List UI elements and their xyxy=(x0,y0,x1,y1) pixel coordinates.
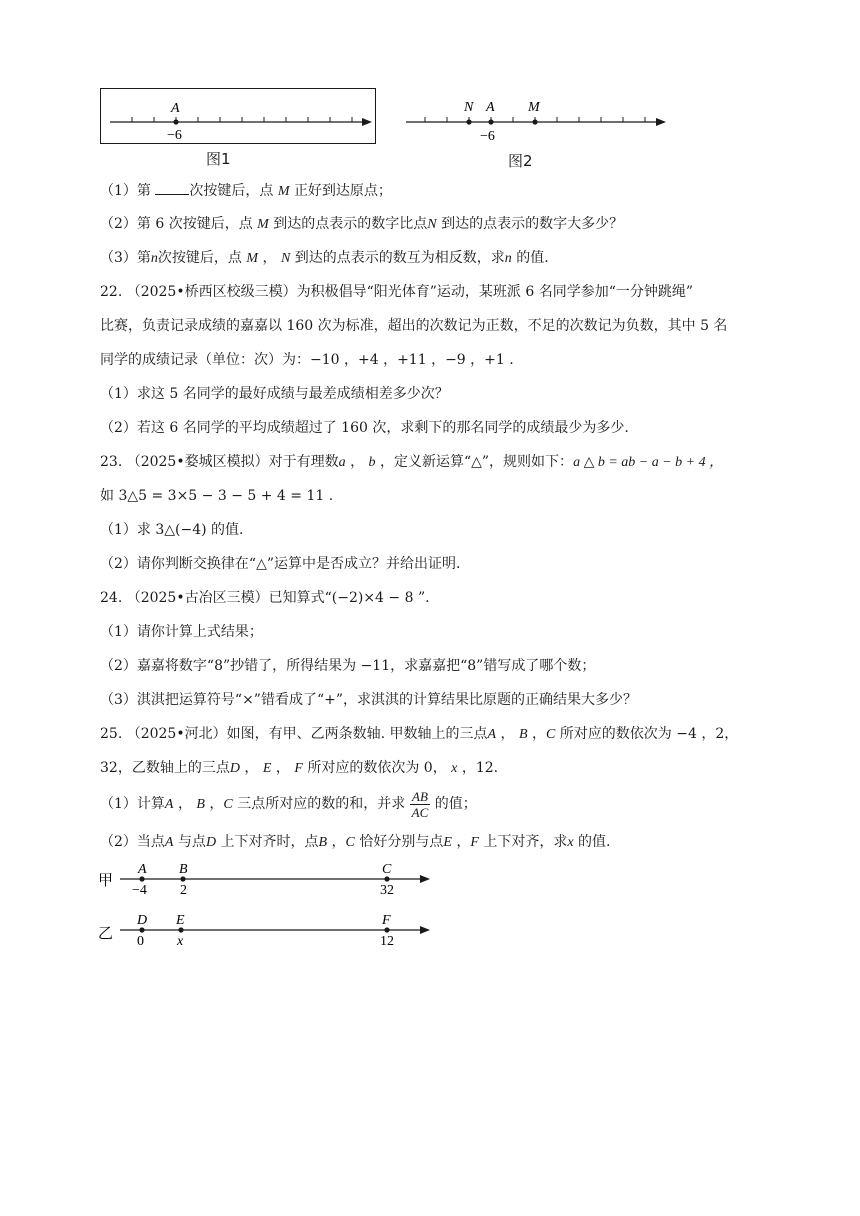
q24-part-2: （2）嘉嘉将数字“8”抄错了，所得结果为 −11，求嘉嘉把“8”错写成了哪个数； xyxy=(100,658,596,674)
q22-stem-line-1: 22. （2025•桥西区校级三模）为积极倡导“阳光体育”运动，某班派 6 名同学参加“一分钟跳绳” xyxy=(100,284,694,300)
point-a-dot xyxy=(488,119,493,124)
point-a-label: A xyxy=(486,100,495,115)
figure-2-caption: 图2 xyxy=(508,152,533,170)
q25-stem-line-2: 32，乙数轴上的三点D ， E ， F 所对应的数依次为 0， x ，12. xyxy=(100,760,499,776)
point-f-dot xyxy=(384,927,389,932)
figure-1-number-line xyxy=(100,88,376,144)
q23-stem-line-1: 23. （2025•婺城区模拟）对于有理数a ， b ，定义新运算“△”，规则如下：a △ b = ab − a − b + 4 ， xyxy=(100,454,724,470)
q25-stem-line-1: 25. （2025•河北）如图，有甲、乙两条数轴. 甲数轴上的三点A ， B ，C 所对应的数依次为 −4 ，2， xyxy=(100,726,739,742)
point-a-label: A xyxy=(138,862,147,877)
q21-part-1: （1）第 次按键后，点 M 正好到达原点； xyxy=(100,180,392,202)
value-12: 12 xyxy=(380,934,394,949)
q24-stem: 24. （2025•古冶区三模）已知算式“(−2)×4 − 8 ”. xyxy=(100,590,430,606)
point-d-label: D xyxy=(137,913,148,928)
q25-part-2: （2）当点A 与点D 上下对齐时，点B ，C 恰好分别与点E ，F 上下对齐，求x 的值. xyxy=(100,834,611,850)
q21-part-2: （2）第 6 次按键后，点 M 到达的点表示的数字比点N 到达的点表示的数字大多少？ xyxy=(100,216,624,232)
q23-part-2: （2）请你判断交换律在“△”运算中是否成立？并给出证明. xyxy=(100,556,461,572)
point-m-label: M xyxy=(528,100,540,115)
point-c-label: C xyxy=(382,862,392,877)
value-2: 2 xyxy=(180,883,187,898)
q24-part-1: （1）请你计算上式结果； xyxy=(100,624,263,640)
q23-part-1: （1）求 3△(−4) 的值. xyxy=(100,522,244,538)
point-a-dot xyxy=(139,876,144,881)
q22-stem-line-2: 比赛，负责记录成绩的嘉嘉以 160 次为标准，超出的次数记为正数，不足的次数记为负数，其中 5 名 xyxy=(100,318,728,334)
point-n-label: N xyxy=(464,100,474,115)
point-c-dot xyxy=(384,876,389,881)
q21-part-3: （3）第n次按键后，点 M ， N 到达的点表示的数互为相反数，求n 的值. xyxy=(100,250,549,266)
value-x: x xyxy=(177,934,184,949)
tick-label-minus-6: −6 xyxy=(480,129,495,144)
axis-jia-label: 甲 xyxy=(98,873,114,889)
point-a-dot xyxy=(173,119,178,124)
value-0: 0 xyxy=(137,934,144,949)
point-f-label: F xyxy=(382,913,391,928)
point-a-label: A xyxy=(171,101,180,116)
fraction-ab-over-ac: $\frac{AB}{AC}$ xyxy=(411,788,429,820)
answer-blank[interactable] xyxy=(155,180,189,195)
point-n-dot xyxy=(466,119,471,124)
q22-stem-line-3: 同学的成绩记录（单位：次）为：−10 ，+4 ，+11 ，−9 ，+1 . xyxy=(100,352,514,368)
point-e-label: E xyxy=(176,913,185,928)
point-b-dot xyxy=(180,876,185,881)
q22-part-2: （2）若这 6 名同学的平均成绩超过了 160 次，求剩下的那名同学的成绩最少为多少. xyxy=(100,420,629,436)
point-d-dot xyxy=(139,927,144,932)
tick-label-minus-6: −6 xyxy=(167,128,182,143)
q22-part-1: （1）求这 5 名同学的最好成绩与最差成绩相差多少次？ xyxy=(100,386,449,402)
q23-stem-line-2: 如 3△5 = 3×5 − 3 − 5 + 4 = 11 . xyxy=(100,488,334,504)
point-b-label: B xyxy=(179,862,188,877)
value-32: 32 xyxy=(380,883,394,898)
figure-two-number-lines xyxy=(96,856,436,952)
q25-part-1: （1）计算A ， B ，C 三点所对应的数的和，并求 $\frac{AB}{AC}$ 的值； xyxy=(100,788,477,820)
figure-1-caption: 图1 xyxy=(206,150,231,168)
figure-2-number-line xyxy=(402,94,672,144)
axis-yi-label: 乙 xyxy=(98,926,114,942)
point-e-dot xyxy=(178,927,183,932)
value-minus-4: −4 xyxy=(132,883,147,898)
point-m-dot xyxy=(532,119,537,124)
q24-part-3: （3）淇淇把运算符号“×”错看成了“+”，求淇淇的计算结果比原题的正确结果大多少？ xyxy=(100,692,637,708)
